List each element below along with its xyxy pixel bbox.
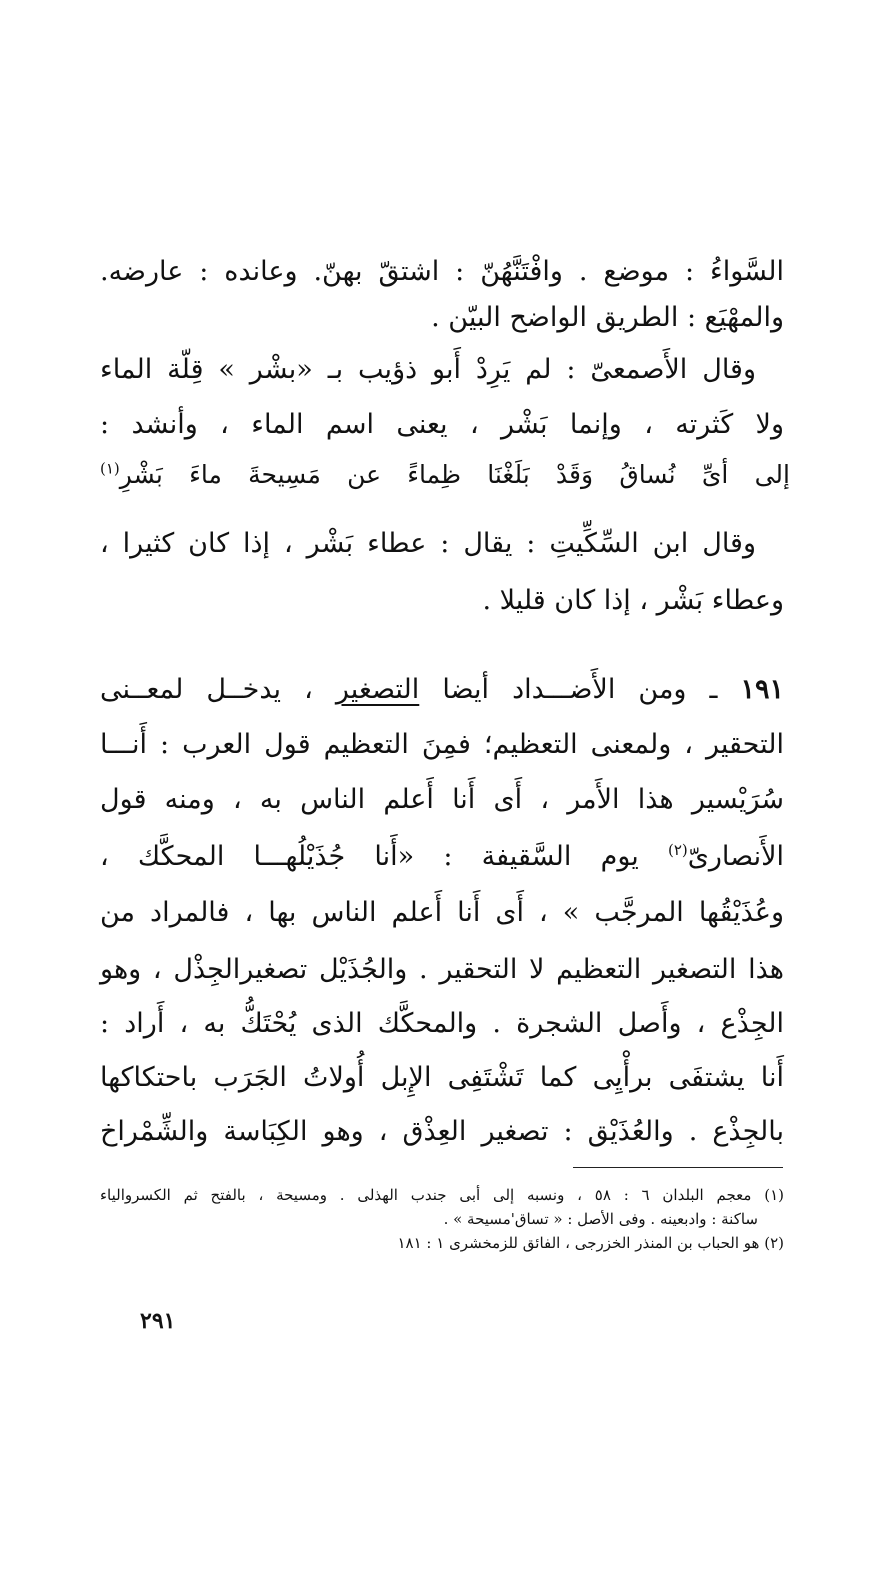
text-line bbox=[100, 950, 784, 990]
text-line bbox=[100, 780, 784, 820]
text-line-content: وقال الأَصمعىّ : لم يَرِدْ أَبو ذؤيب بـ «بشْر » قِلّة الماء bbox=[100, 354, 756, 385]
entry-text: ـ ومن الأَضـــداد أيضا bbox=[442, 674, 718, 705]
text-line bbox=[100, 405, 784, 445]
text-line bbox=[100, 298, 784, 338]
text-line-content: سُرَيْسير هذا الأَمر ، أَى أَنا أَعلم الناس به ، ومنه قول bbox=[100, 784, 784, 815]
text-line-content bbox=[100, 841, 784, 872]
text-line-content: أَنا يشتفَى برأْيِى كما تَشْتَفِى الإِبل أُولاتُ الجَرَب باحتكاكها bbox=[100, 1062, 784, 1093]
entry-number: ١٩١ bbox=[740, 674, 785, 705]
footnote-ref: (٢) bbox=[667, 841, 688, 859]
text-line-content: وعُذَيْقُها المرجَّب » ، أَى أَنا أَعلم الناس بها ، فالمراد من bbox=[100, 897, 784, 928]
footnote-text: (١) معجم البلدان ٦ : ٥٨ ، ونسبه إلى أبى جندب الهذلى . ومسيحة ، بالفتح ثم الكسروالياء bbox=[100, 1186, 784, 1204]
text-line-content: بالجِذْع . والعُذَيْق : تصغير العِذْق ، وهو الكِبَاسة والشِّمْراخ bbox=[100, 1116, 784, 1147]
text-line bbox=[100, 1112, 784, 1152]
text-line bbox=[100, 893, 784, 933]
footnote-text: (٢) هو الحباب بن المنذر الخزرجى ، الفائق للزمخشرى ١ : ١٨١ bbox=[397, 1234, 784, 1252]
text-line bbox=[100, 1004, 784, 1044]
text-line-content: التحقير ، ولمعنى التعظيم؛ فمِنَ التعظيم قول العرب : أَنـــا bbox=[100, 729, 784, 760]
text-line-content: وعطاء بَشْر ، إذا كان قليلا . bbox=[482, 585, 784, 616]
page-number: ٢٩١ bbox=[140, 1308, 176, 1334]
verse-text: إلى أىِّ نُساقُ وَقَدْ بَلَغْنَا ظِماءً عن مَسِيحةَ ماءَ بَشْرِ bbox=[119, 460, 790, 489]
entry-line-content bbox=[100, 674, 784, 705]
entry-text: الأَنصارىّ bbox=[687, 841, 784, 872]
text-line bbox=[100, 725, 784, 765]
text-line bbox=[100, 252, 784, 292]
footnote-line bbox=[100, 1232, 784, 1254]
text-line-content: ولا كَثرته ، وإنما بَشْر ، يعنى اسم الماء ، وأنشد : bbox=[100, 409, 784, 440]
text-line bbox=[100, 837, 784, 877]
poetry-verse bbox=[100, 455, 790, 495]
footnote-line bbox=[100, 1184, 784, 1206]
text-line-content: الجِذْع ، وأَصل الشجرة . والمحكَّك الذى يُحْتَكُّ به ، أَراد : bbox=[100, 1008, 784, 1039]
text-line bbox=[100, 524, 784, 564]
footnote-text: ساكنة : وادبعينه . وفى الأصل : « تساق'مسيحة » . bbox=[443, 1210, 758, 1228]
text-line-content: السَّواءُ : موضع . وافْتَنَّهُنّ : اشتقّ بهنّ. وعانده : عارضه. bbox=[100, 256, 784, 287]
entry-heading-line bbox=[100, 670, 784, 710]
entry-text: يوم السَّقيفة : «أَنا جُذَيْلُهـــا المحكَّك ، bbox=[100, 841, 639, 872]
footnote-divider bbox=[573, 1167, 783, 1168]
entry-text: ، يدخــل لمعــنى bbox=[100, 674, 313, 705]
footnote-ref: (١) bbox=[100, 459, 120, 478]
footnote-line bbox=[100, 1208, 784, 1230]
text-line-content: وقال ابن السِّكِّيتِ : يقال : عطاء بَشْر ، إذا كان كثيرا ، bbox=[100, 528, 756, 559]
entry-term: التصغير bbox=[335, 674, 420, 705]
text-line bbox=[100, 581, 784, 621]
text-line-content: هذا التصغير التعظيم لا التحقير . والجُذَيْل تصغيرالجِذْل ، وهو bbox=[100, 954, 784, 985]
text-line-content: والمهْيَع : الطريق الواضح البيّن . bbox=[431, 302, 784, 333]
text-line bbox=[100, 1058, 784, 1098]
text-line bbox=[100, 350, 784, 390]
